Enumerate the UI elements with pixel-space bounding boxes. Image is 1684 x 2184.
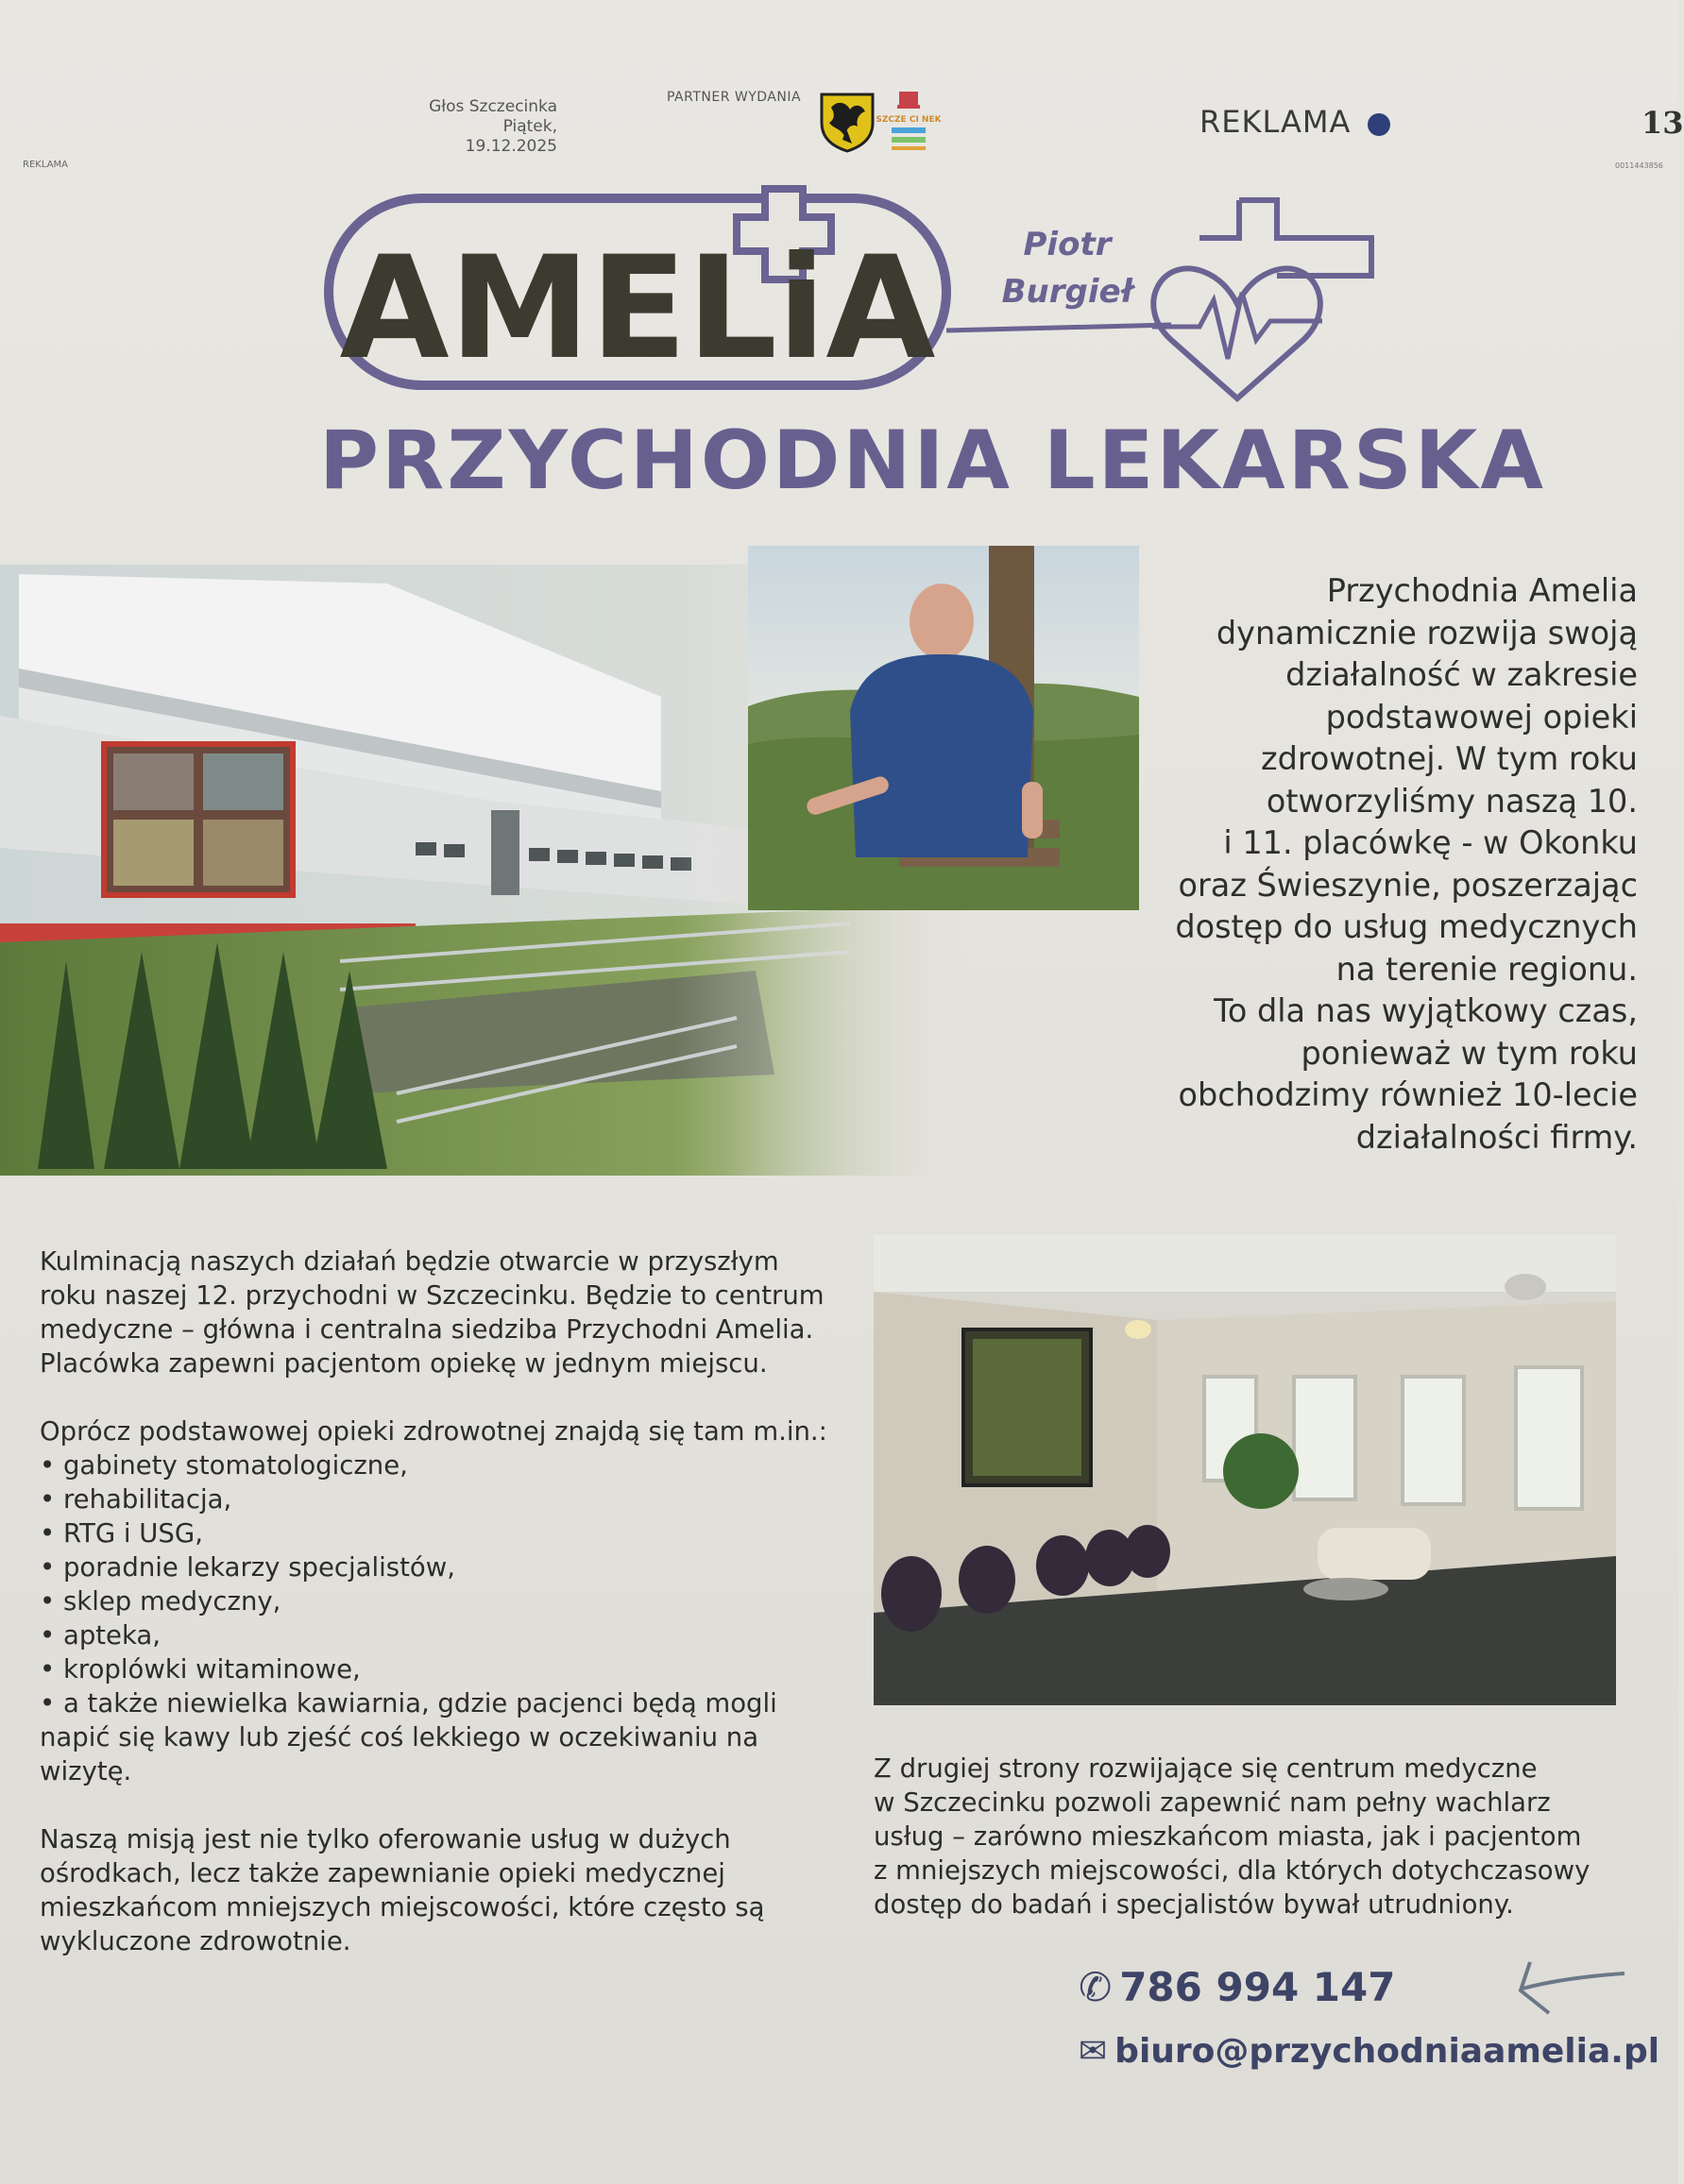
service-item: • a także niewielka kawiarnia, gdzie pacjenci będą mogli (40, 1688, 777, 1718)
article-right-column (874, 1752, 1648, 1922)
text-line: wykluczone zdrowotnie. (40, 1926, 351, 1956)
service-item: wizytę. (40, 1756, 132, 1786)
owner-last-name: Burgieł (1001, 273, 1133, 311)
text-line: Kulminacją naszych działań będzie otwarcie w przyszłym (40, 1246, 779, 1277)
paper-masthead (406, 97, 557, 157)
text-line: na terenie regionu. (1335, 950, 1638, 988)
text-line: w Szczecinku pozwoli zapewnić nam pełny wachlarz (874, 1787, 1551, 1818)
intro-text (1114, 570, 1638, 1159)
text-line: medyczne – główna i centralna siedziba Przychodni Amelia. (40, 1314, 814, 1345)
text-line: działalność w zakresie (1285, 656, 1638, 693)
phone-icon: ✆ (1079, 1964, 1113, 2010)
text-line: podstawowej opieki (1325, 698, 1638, 736)
page-number: 13 (1641, 105, 1684, 141)
text-line: usług – zarówno mieszkańcom miasta, jak i pacjentom (874, 1821, 1582, 1852)
amelia-logo (321, 189, 1379, 406)
service-item: napić się kawy lub zjeść coś lekkiego w oczekiwaniu na (40, 1722, 759, 1752)
heart-cross-icon (1239, 200, 1371, 276)
town-logo (876, 90, 942, 154)
phone-number: 786 994 147 (1119, 1964, 1396, 2010)
text-line: dostęp do badań i specjalistów bywał utrudniony. (874, 1889, 1514, 1920)
text-line: otworzyliśmy naszą 10. (1266, 782, 1638, 820)
service-item: • apteka, (40, 1620, 162, 1651)
paper-date: Piątek, 19.12.2025 (465, 117, 557, 156)
ad-code: 0011443856 (1615, 161, 1663, 170)
paragraph-mission (40, 1822, 871, 1958)
text-line: Placówka zapewni pacjentom opiekę w jednym miejscu. (40, 1348, 768, 1379)
service-item: • sklep medyczny, (40, 1586, 281, 1617)
service-item: • RTG i USG, (40, 1518, 203, 1549)
paragraph-centre-plan (40, 1244, 871, 1380)
logo-brand-text: AMELiA (339, 227, 936, 391)
town-logo-text: SZCZE CI NEK (876, 115, 942, 125)
county-crest-icon (818, 91, 876, 153)
partner-label: PARTNER WYDANIA (667, 90, 802, 105)
contact-email[interactable] (1079, 2032, 1659, 2071)
waiting-room-photo (874, 1235, 1616, 1705)
service-item: • rehabilitacja, (40, 1484, 232, 1515)
heart-icon (1153, 268, 1320, 398)
service-item: • kroplówki witaminowe, (40, 1654, 361, 1685)
handwritten-arrow-icon (1511, 1955, 1634, 2021)
contact-phone[interactable] (1079, 1964, 1395, 2010)
headline: PRZYCHODNIA LEKARSKA (319, 414, 1546, 508)
paper-name: Głos Szczecinka (429, 97, 557, 116)
text-line: Naszą misją jest nie tylko oferowanie usług w dużych (40, 1824, 731, 1854)
envelope-icon: ✉ (1079, 2032, 1108, 2071)
service-item: • gabinety stomatologiczne, (40, 1450, 408, 1481)
text-line: mieszkańcom mniejszych miejscowości, które często są (40, 1892, 765, 1922)
email-address: biuro@przychodniaamelia.pl (1114, 2032, 1660, 2071)
section-label: REKLAMA (1199, 104, 1352, 140)
text-line: ponieważ w tym roku (1301, 1034, 1638, 1072)
text-line: działalności firmy. (1355, 1118, 1638, 1156)
text-line: i 11. placówkę - w Okonku (1223, 824, 1638, 861)
text-line: z mniejszych miejscowości, dla których dotychczasowy (874, 1855, 1590, 1886)
text-line: obchodzimy również 10-lecie (1178, 1076, 1638, 1113)
owner-portrait-photo (748, 546, 1139, 910)
text-line: dostęp do usług medycznych (1175, 908, 1638, 945)
text-line: oraz Świeszynie, poszerzając (1178, 866, 1638, 904)
text-line: Z drugiej strony rozwijające się centrum medyczne (874, 1753, 1538, 1784)
services-list (40, 1448, 871, 1788)
owner-first-name: Piotr (1023, 226, 1112, 263)
text-line: roku naszej 12. przychodni w Szczecinku. Będzie to centrum (40, 1280, 825, 1311)
text-line: zdrowotnej. W tym roku (1260, 740, 1638, 777)
text-line: Przychodnia Amelia (1326, 572, 1638, 609)
section-dot-icon (1368, 113, 1390, 136)
text-line: ośrodkach, lecz także zapewnianie opieki medycznej (40, 1858, 725, 1888)
service-item: • poradnie lekarzy specjalistów, (40, 1552, 455, 1583)
text-line: To dla nas wyjątkowy czas, (1214, 992, 1638, 1029)
ad-label-small: REKLAMA (23, 160, 68, 170)
text-line: dynamicznie rozwija swoją (1216, 614, 1638, 652)
article-left-column (40, 1244, 871, 1992)
services-list-intro: Oprócz podstawowej opieki zdrowotnej znajdą się tam m.in.: (40, 1416, 827, 1447)
